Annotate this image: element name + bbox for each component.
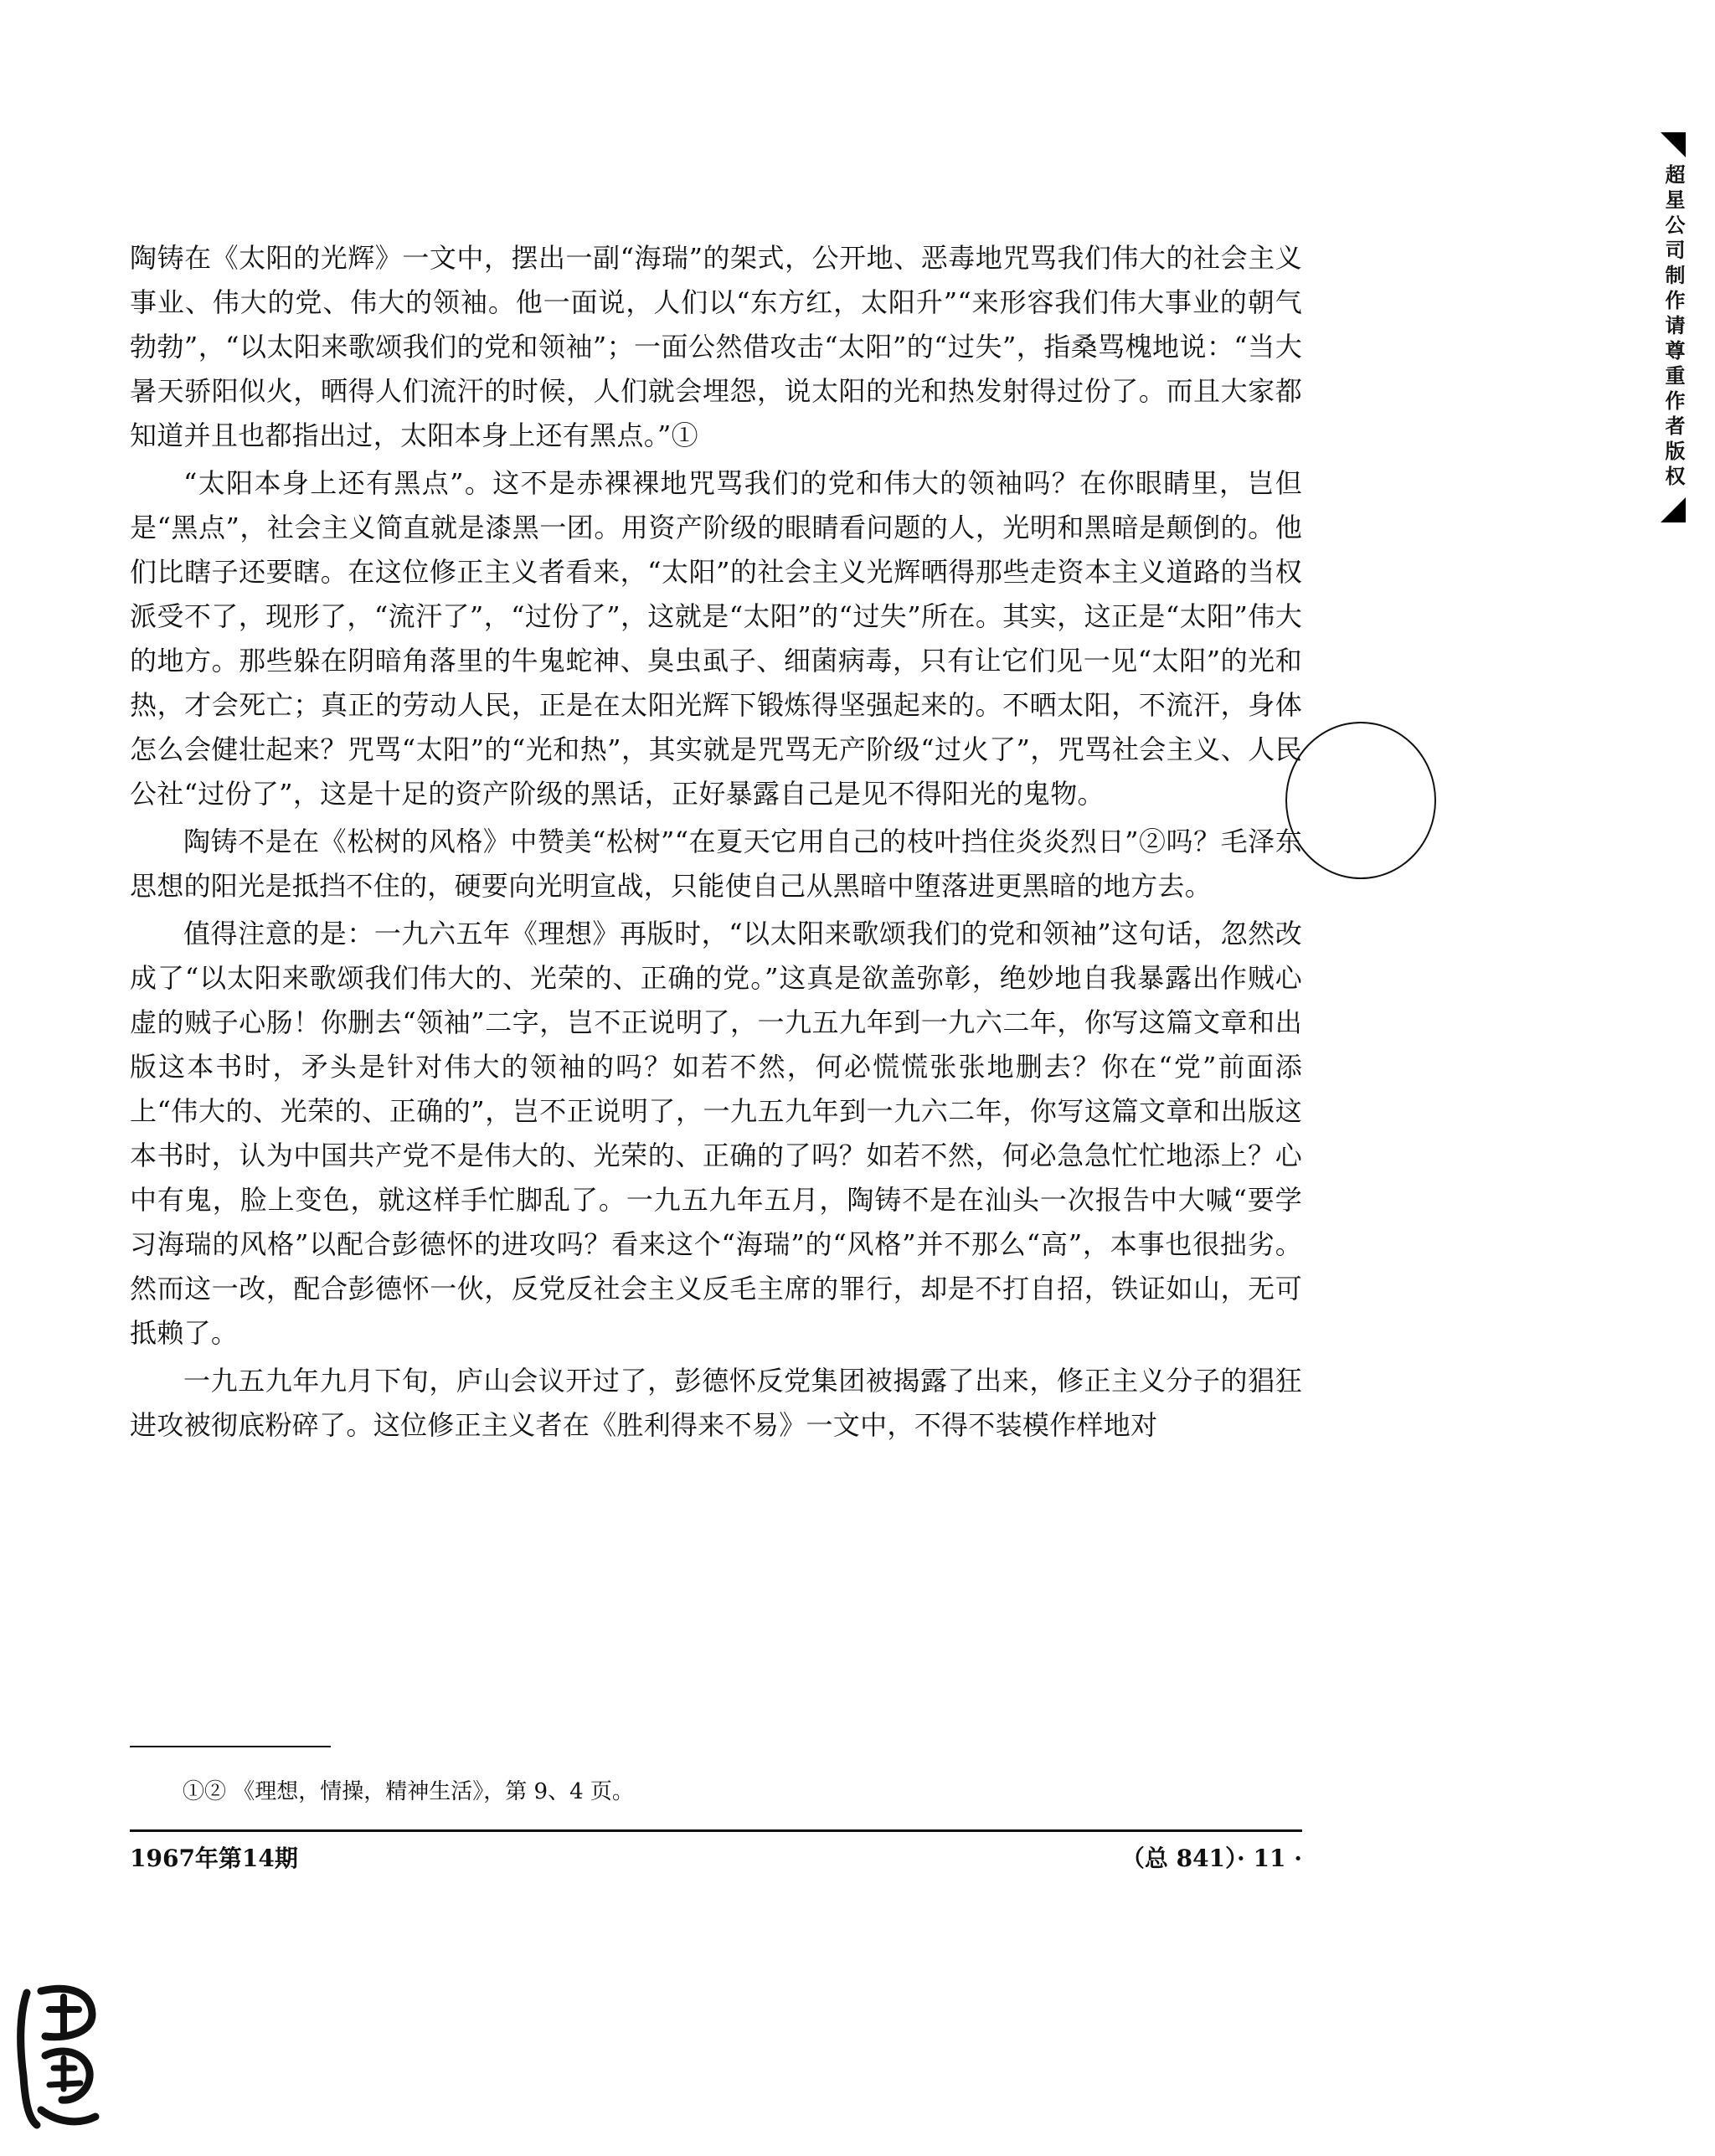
library-seal-icon: [12, 1976, 104, 2135]
paragraph-5: 一九五九年九月下旬，庐山会议开过了，彭德怀反党集团被揭露了出来，修正主义分子的猖狂进攻被彻底粉碎了。这位修正主义者在《胜利得来不易》一文中，不得不装模作样地对: [130, 1365, 1302, 1441]
paragraph-4: 值得注意的是：一九六五年《理想》再版时，“以太阳来歌颂我们的党和领袖”这句话，忽然改成了“以太阳来歌颂我们伟大的、光荣的、正确的党。”这真是欲盖弥彰，绝妙地自我暴露出作贼心虚的贼子心肠！你删去“领袖”二字，岂不正说明了，一九五九年到一九六二年，你写这篇文章和出版这本书时，矛头是针对伟大的领袖的吗？如若不然，何必慌慌张张地删去？你在“党”前面添上“伟大的、光荣的、正确的”，岂不正说明了，一九五九年到一九六二年，你写这篇文章和出版这本书时，认为中国共产党不是伟大的、光荣的、正确的了吗？如若不然，何必急急忙忙地添上？心中有鬼，脸上变色，就这样手忙脚乱了。一九五九年五月，陶铸不是在汕头一次报告中大喊“要学习海瑞的风格”以配合彭德怀的进攻吗？看来这个“海瑞”的“风格”并不那么“高”，本事也很拙劣。然而这一改，配合彭德怀一伙，反党反社会主义反毛主席的罪行，却是不打自招，铁证如山，无可抵赖了。: [130, 918, 1302, 1349]
footnote-divider: [130, 1746, 331, 1747]
stamp-bottom-mark: [1661, 497, 1686, 522]
page-number: （总 841）· 11 ·: [1120, 1845, 1302, 1872]
article-body: [130, 236, 1302, 1448]
copyright-stamp: [1656, 132, 1690, 522]
footer-divider: [130, 1829, 1302, 1832]
paragraph-2: “太阳本身上还有黑点”。这不是赤裸裸地咒骂我们的党和伟大的领袖吗？在你眼睛里，岂但是“黑点”，社会主义简直就是漆黑一团。用资产阶级的眼睛看问题的人，光明和黑暗是颠倒的。他们比瞎子还要瞎。在这位修正主义者看来，“太阳”的社会主义光辉晒得那些走资本主义道路的当权派受不了，现形了，“流汗了”，“过份了”，这就是“太阳”的“过失”所在。其实，这正是“太阳”伟大的地方。那些躲在阴暗角落里的牛鬼蛇神、臭虫虱子、细菌病毒，只有让它们见一见“太阳”的光和热，才会死亡；真正的劳动人民，正是在太阳光辉下锻炼得坚强起来的。不晒太阳，不流汗，身体怎么会健壮起来？咒骂“太阳”的“光和热”，其实就是咒骂无产阶级“过火了”，咒骂社会主义、人民公社“过份了”，这是十足的资产阶级的黑话，正好暴露自己是见不得阳光的鬼物。: [130, 467, 1302, 810]
copyright-text: 超星公司制作请尊重作者版权: [1661, 164, 1686, 491]
paragraph-3: 陶铸不是在《松树的风格》中赞美“松树”“在夏天它用自己的枝叶挡住炎炎烈日”②吗？毛泽东思想的阳光是抵挡不住的，硬要向光明宣战，只能使自己从黑暗中堕落进更黑暗的地方去。: [130, 826, 1302, 902]
stamp-top-mark: [1661, 132, 1686, 157]
issue-label: 1967年第14期: [130, 1845, 298, 1872]
footnote: ①② 《理想，情操，精神生活》，第 9、4 页。: [183, 1779, 634, 1804]
circle-annotation: [1285, 722, 1436, 879]
paragraph-1: 陶铸在《太阳的光辉》一文中，摆出一副“海瑞”的架式，公开地、恶毒地咒骂我们伟大的社会主义事业、伟大的党、伟大的领袖。他一面说，人们以“东方红，太阳升”“来形容我们伟大事业的朝气勃勃”，“以太阳来歌颂我们的党和领袖”；一面公然借攻击“太阳”的“过失”，指桑骂槐地说：“当大暑天骄阳似火，晒得人们流汗的时候，人们就会埋怨，说太阳的光和热发射得过份了。而且大家都知道并且也都指出过，太阳本身上还有黑点。”①: [130, 242, 1302, 451]
